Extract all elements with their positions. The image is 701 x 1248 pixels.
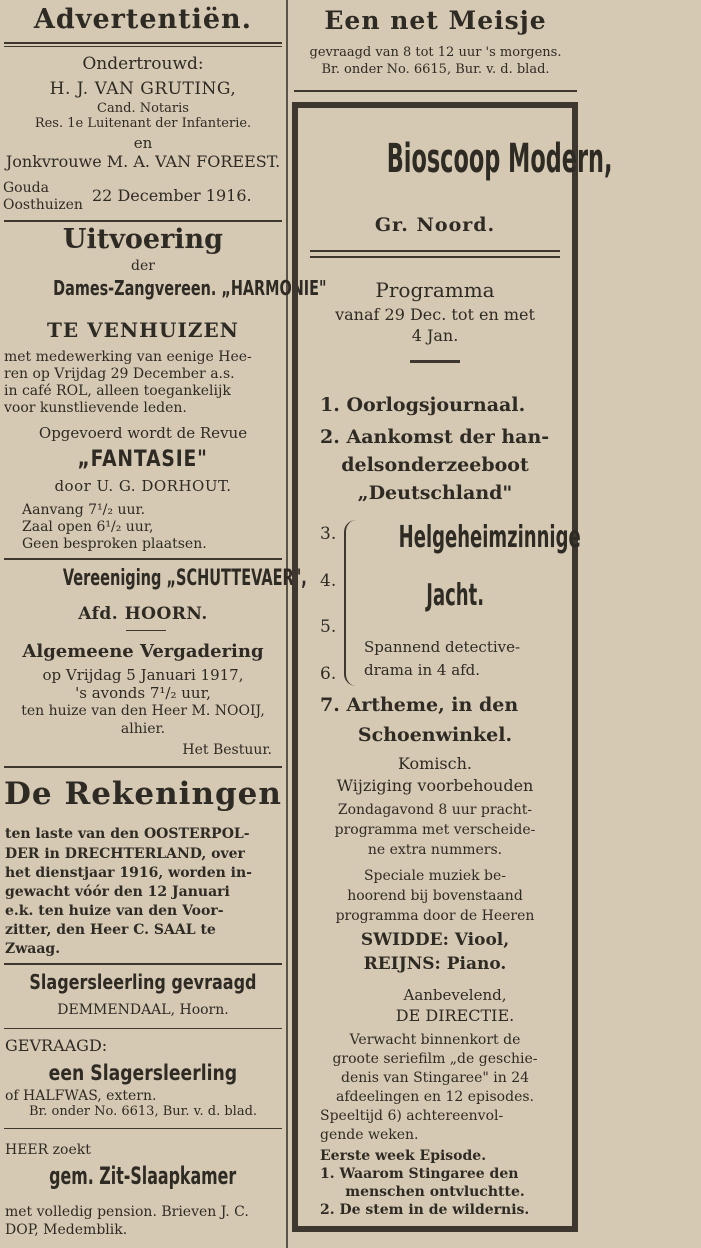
- directie-signature: DE DIRECTIE.: [395, 1006, 515, 1025]
- demmendaal-text: DEMMENDAAL, Hoorn.: [57, 1002, 229, 1018]
- vergadering-location: ten huize van den Heer M. NOOIJ,: [21, 703, 265, 719]
- alhier-text: alhier.: [120, 721, 166, 737]
- rekeningen-text: het dienstjaar 1916, worden in-: [5, 865, 252, 881]
- schuttevaer-title: Vereeniging „SCHUTTEVAER",: [62, 566, 307, 591]
- programma-dates: vanaf 29 Dec. tot en met: [335, 305, 535, 324]
- programma-number: 4.: [320, 571, 337, 591]
- rekeningen-text: gewacht vóór den 12 Januari: [5, 884, 230, 900]
- rekeningen-text: Zwaag.: [5, 941, 61, 957]
- rule: [4, 1128, 282, 1129]
- rule: [4, 1028, 282, 1029]
- wijziging-text: Wijziging voorbehouden: [336, 776, 534, 795]
- meisje-title: Een net Meisje: [324, 6, 547, 35]
- muziek-text: Speciale muziek be-: [363, 868, 507, 884]
- en-text: en: [133, 134, 153, 152]
- verwacht-text: denis van Stingaree" in 24: [340, 1070, 530, 1086]
- groom-title: Cand. Notaris: [97, 101, 189, 116]
- rekeningen-text: ten laste van den OOSTERPOL-: [5, 826, 250, 842]
- episode-heading: Eerste week Episode.: [320, 1148, 487, 1164]
- zondag-text: programma met verscheide-: [334, 822, 536, 838]
- programma-item-7: Schoenwinkel.: [357, 724, 513, 746]
- muziek-text: hoorend bij bovenstaand: [347, 888, 523, 904]
- venhuizen-text: TE VENHUIZEN: [47, 318, 239, 342]
- muziek-text: programma door de Heeren: [335, 908, 535, 924]
- verwacht-text: Speeltijd 6) achtereenvol-: [320, 1108, 504, 1124]
- groom-name: H. J. VAN GRUTING,: [49, 79, 237, 99]
- swidde-text: SWIDDE: Viool,: [360, 930, 510, 950]
- brieven-6615: Br. onder No. 6615, Bur. v. d. blad.: [321, 62, 550, 77]
- uitvoering-text: met medewerking van eenige Hee-: [4, 349, 252, 365]
- slagersleerling-title: Slagersleerling gevraagd: [29, 970, 257, 994]
- verwacht-text: afdeelingen en 12 episodes.: [336, 1089, 534, 1105]
- pension-text: met volledig pension. Brieven J. C.: [5, 1204, 249, 1220]
- left-column: [0, 0, 327, 1248]
- uitvoering-text: in café ROL, alleen toegankelijk: [4, 383, 231, 399]
- spannend-text: Spannend detective-: [364, 638, 521, 656]
- helgeheim-title: Helgeheimzinnige: [398, 520, 581, 555]
- zaal-text: Zaal open 6¹/₂ uur,: [22, 519, 154, 535]
- rekeningen-text: DER in DRECHTERLAND, over: [5, 846, 245, 862]
- rule: [294, 90, 577, 92]
- programma-item-2: 2. Aankomst der han-: [320, 426, 550, 448]
- fantasie-title: „FANTASIE": [77, 447, 209, 472]
- aanvang-text: Aanvang 7¹/₂ uur.: [22, 502, 146, 518]
- harmonie-title: Dames-Zangvereen. „HARMONIE": [53, 276, 327, 300]
- bioscoop-title: Bioscoop Modern,: [386, 136, 613, 182]
- der-text: der: [131, 258, 155, 274]
- halfwas-text: of HALFWAS, extern.: [5, 1088, 157, 1104]
- rule: [4, 766, 282, 768]
- verwacht-text: Verwacht binnenkort de: [349, 1032, 521, 1048]
- opgevoerd-text: Opgevoerd wordt de Revue: [38, 424, 248, 442]
- gr-noord: Gr. Noord.: [374, 214, 496, 236]
- aanbevelend-text: Aanbevelend,: [403, 986, 507, 1004]
- meisje-text: gevraagd van 8 tot 12 uur 's morgens.: [309, 45, 562, 60]
- wedding-date: 22 December 1916.: [92, 186, 252, 205]
- rule: [126, 630, 166, 631]
- programma-number: 6.: [320, 664, 337, 684]
- reijns-text: REIJNS: Piano.: [363, 954, 507, 974]
- episode-1: menschen ontvluchtte.: [345, 1184, 525, 1200]
- uitvoering-text: voor kunstlievende leden.: [4, 400, 187, 416]
- rule: [4, 42, 282, 44]
- zondag-text: ne extra nummers.: [367, 842, 503, 858]
- programma-item-2: „Deutschland": [357, 482, 513, 504]
- vergadering-time: 's avonds 7¹/₂ uur,: [75, 684, 211, 702]
- rule: [410, 360, 460, 363]
- slagersleerling2-title: een Slagersleerling: [48, 1061, 238, 1085]
- rekeningen-text: e.k. ten huize van den Voor-: [5, 903, 224, 919]
- gevraagd-label: GEVRAAGD:: [5, 1036, 108, 1055]
- advertentien-heading: Advertentiën.: [33, 4, 253, 35]
- rekeningen-text: zitter, den Heer C. SAAL te: [5, 922, 216, 938]
- bestuur-signature: Het Bestuur.: [182, 742, 272, 758]
- bioscoop-modern-ad: [292, 102, 613, 1232]
- programma-item-1: 1. Oorlogsjournaal.: [320, 394, 526, 416]
- rule: [4, 558, 282, 560]
- helgeheim-title: Jacht.: [426, 578, 484, 613]
- programma-item-7: 7. Artheme, in den: [320, 694, 519, 716]
- spannend-text: drama in 4 afd.: [364, 661, 481, 679]
- rule: [4, 46, 282, 47]
- column-divider: [286, 0, 288, 1248]
- rule: [310, 250, 560, 252]
- verwacht-text: groote seriefilm „de geschie-: [332, 1051, 538, 1067]
- uitvoering-title: Uitvoering: [62, 224, 224, 255]
- programma-number: 3.: [320, 524, 337, 544]
- geen-text: Geen besproken plaatsen.: [22, 536, 207, 552]
- programma-title: Programma: [375, 278, 495, 302]
- brieven-6613: Br. onder No. 6613, Bur. v. d. blad.: [28, 1104, 258, 1119]
- pension-text: DOP, Medemblik.: [5, 1222, 128, 1238]
- heer-zoekt-label: HEER zoekt: [5, 1142, 91, 1158]
- uitvoering-text: ren op Vrijdag 29 December a.s.: [4, 366, 235, 382]
- place-gouda: Gouda: [3, 180, 49, 196]
- programma-number: 5.: [320, 617, 337, 637]
- ondertrouwd-label: Ondertrouwd:: [82, 54, 204, 74]
- episode-2: 2. De stem in de wildernis.: [320, 1202, 530, 1218]
- place-oosthuizen: Oosthuizen: [3, 197, 83, 213]
- zondag-text: Zondagavond 8 uur pracht-: [337, 802, 533, 818]
- rule: [4, 963, 282, 965]
- rule: [4, 220, 282, 222]
- vergadering-date: op Vrijdag 5 Januari 1917,: [42, 666, 244, 684]
- episode-1: 1. Waarom Stingaree den: [320, 1166, 519, 1182]
- rekeningen-title: De Rekeningen: [4, 776, 282, 812]
- afd-hoorn: Afd. HOORN.: [78, 604, 208, 624]
- programma-item-2: delsonderzeeboot: [341, 454, 529, 476]
- komisch-text: Komisch.: [397, 754, 472, 773]
- dorhout-text: door U. G. DORHOUT.: [54, 477, 232, 495]
- right-column: [290, 0, 613, 1248]
- groom-title: Res. 1e Luitenant der Infanterie.: [34, 116, 252, 131]
- vergadering-title: Algemeene Vergadering: [22, 641, 264, 662]
- zitslaap-title: gem. Zit-Slaapkamer: [49, 1162, 237, 1190]
- programma-dates: 4 Jan.: [411, 326, 459, 345]
- bride-name: Jonkvrouwe M. A. VAN FOREEST.: [5, 152, 281, 171]
- rule: [310, 256, 560, 258]
- verwacht-text: gende weken.: [320, 1127, 419, 1143]
